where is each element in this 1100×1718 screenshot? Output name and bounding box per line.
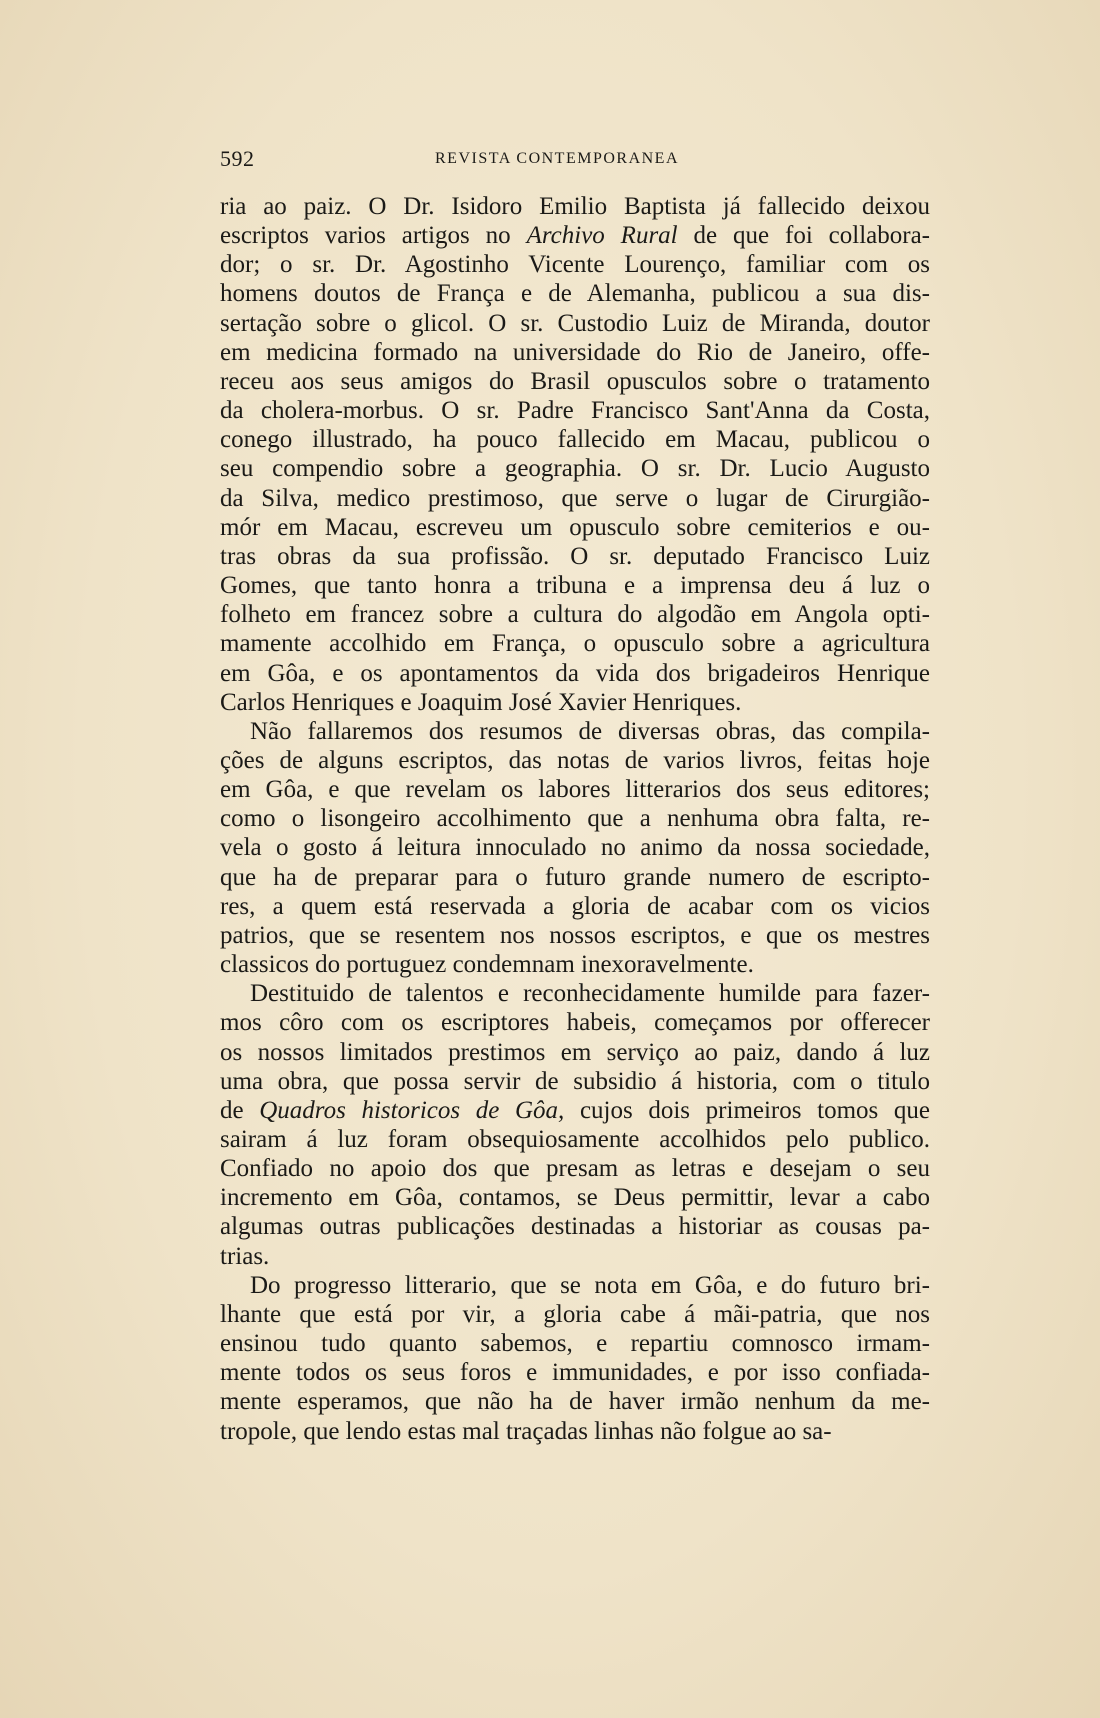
text-line: em Gôa, e que revelam os labores litterarios dos seus editores;	[220, 776, 930, 804]
text-line: homens doutos de França e de Alemanha, publicou a sua dis-	[220, 280, 930, 308]
text-line: em medicina formado na universidade do Rio de Janeiro, offe-	[220, 338, 930, 366]
text-line: seu compendio sobre a geographia. O sr. Dr. Lucio Augusto	[220, 455, 930, 483]
paragraph	[220, 979, 930, 1271]
page-header	[220, 146, 920, 176]
text-line: folheto em francez sobre a cultura do algodão em Angola opti-	[220, 601, 930, 629]
text-line: em Gôa, e os apontamentos da vida dos brigadeiros Henrique	[220, 659, 930, 687]
text-line: os nossos limitados prestimos em serviço ao paiz, dando á luz	[220, 1038, 930, 1066]
text-line: ria ao paiz. O Dr. Isidoro Emilio Baptista já fallecido deixou	[220, 193, 930, 220]
text-line: mente todos os seus foros e immunidades, e por isso confiada-	[220, 1359, 930, 1387]
text-line: Confiado no apoio dos que presam as letras e desejam o seu	[220, 1155, 930, 1183]
paragraph	[220, 192, 930, 717]
text-line: escriptos varios artigos no Archivo Rural de que foi collabora-	[220, 222, 931, 250]
text-line: como o lisongeiro accolhimento que a nenhuma obra falta, re-	[220, 805, 930, 833]
text-line: trias.	[220, 1242, 270, 1270]
page-number: 592	[220, 146, 255, 171]
text-line: Gomes, que tanto honra a tribuna e a imprensa deu á luz o	[220, 572, 930, 600]
text-line: classicos do portuguez condemnam inexoravelmente.	[220, 951, 754, 979]
text-line: res, a quem está reservada a gloria de acabar com os vicios	[220, 892, 930, 920]
text-line: mente esperamos, que não ha de haver irmão nenhum da me-	[220, 1388, 930, 1416]
text-line: sairam á luz foram obsequiosamente accolhidos pelo publico.	[220, 1126, 930, 1153]
text-line: lhante que está por vir, a gloria cabe á mãi-patria, que nos	[220, 1300, 930, 1328]
text-line: mór em Macau, escreveu um opusculo sobre cemiterios e ou-	[220, 513, 930, 541]
text-line: conego illustrado, ha pouco fallecido em Macau, publicou o	[220, 426, 930, 454]
text-line: que ha de preparar para o futuro grande numero de escripto-	[220, 863, 930, 891]
text-line: algumas outras publicações destinadas a historiar as cousas pa-	[220, 1213, 930, 1241]
italic-title: Quadros historicos de Gôa,	[259, 1096, 565, 1124]
text-line: da Silva, medico prestimoso, que serve o lugar de Cirurgião-	[220, 484, 930, 512]
text-line: tras obras da sua profissão. O sr. deputado Francisco Luiz	[220, 542, 930, 570]
text-line: ensinou tudo quanto sabemos, e repartiu comnosco irmam-	[220, 1330, 930, 1358]
running-title: REVISTA CONTEMPORANEA	[435, 150, 680, 167]
text-line: sertação sobre o glicol. O sr. Custodio Luiz de Miranda, doutor	[220, 309, 930, 337]
body-text	[220, 192, 930, 1446]
text-line: mos côro com os escriptores habeis, começamos por offerecer	[220, 1009, 930, 1037]
text-line: incremento em Gôa, contamos, se Deus permittir, levar a cabo	[220, 1184, 930, 1212]
text-line: tropole, que lendo estas mal traçadas linhas não folgue ao sa-	[220, 1417, 832, 1445]
text-line: Não fallaremos dos resumos de diversas obras, das compila-	[250, 717, 930, 745]
text-line: mamente accolhido em França, o opusculo sobre a agricultura	[220, 630, 930, 658]
text-line: Do progresso litterario, que se nota em Gôa, e do futuro bri-	[250, 1271, 930, 1299]
text-line: patrios, que se resentem nos nossos escriptos, e que os mestres	[220, 921, 930, 949]
text-line: receu aos seus amigos do Brasil opusculos sobre o tratamento	[220, 367, 930, 395]
text-line: uma obra, que possa servir de subsidio á historia, com o titulo	[220, 1067, 930, 1095]
text-line: vela o gosto á leitura innoculado no animo da nossa sociedade,	[220, 834, 930, 862]
text-line: Destituido de talentos e reconhecidamente humilde para fazer-	[250, 980, 930, 1008]
paragraph	[220, 1271, 930, 1446]
text-line: ções de alguns escriptos, das notas de varios livros, feitas hoje	[220, 746, 930, 774]
text-line: Carlos Henriques e Joaquim José Xavier Henriques.	[220, 688, 742, 716]
italic-title: Archivo Rural	[526, 222, 678, 250]
text-line: da cholera-morbus. O sr. Padre Francisco Sant'Anna da Costa,	[220, 397, 930, 425]
text-line: dor; o sr. Dr. Agostinho Vicente Lourenço, familiar com os	[220, 251, 930, 279]
paragraph	[220, 717, 930, 979]
paragraphs-container	[220, 192, 930, 1446]
text-line: de Quadros historicos de Gôa, cujos dois primeiros tomos que	[220, 1096, 930, 1124]
